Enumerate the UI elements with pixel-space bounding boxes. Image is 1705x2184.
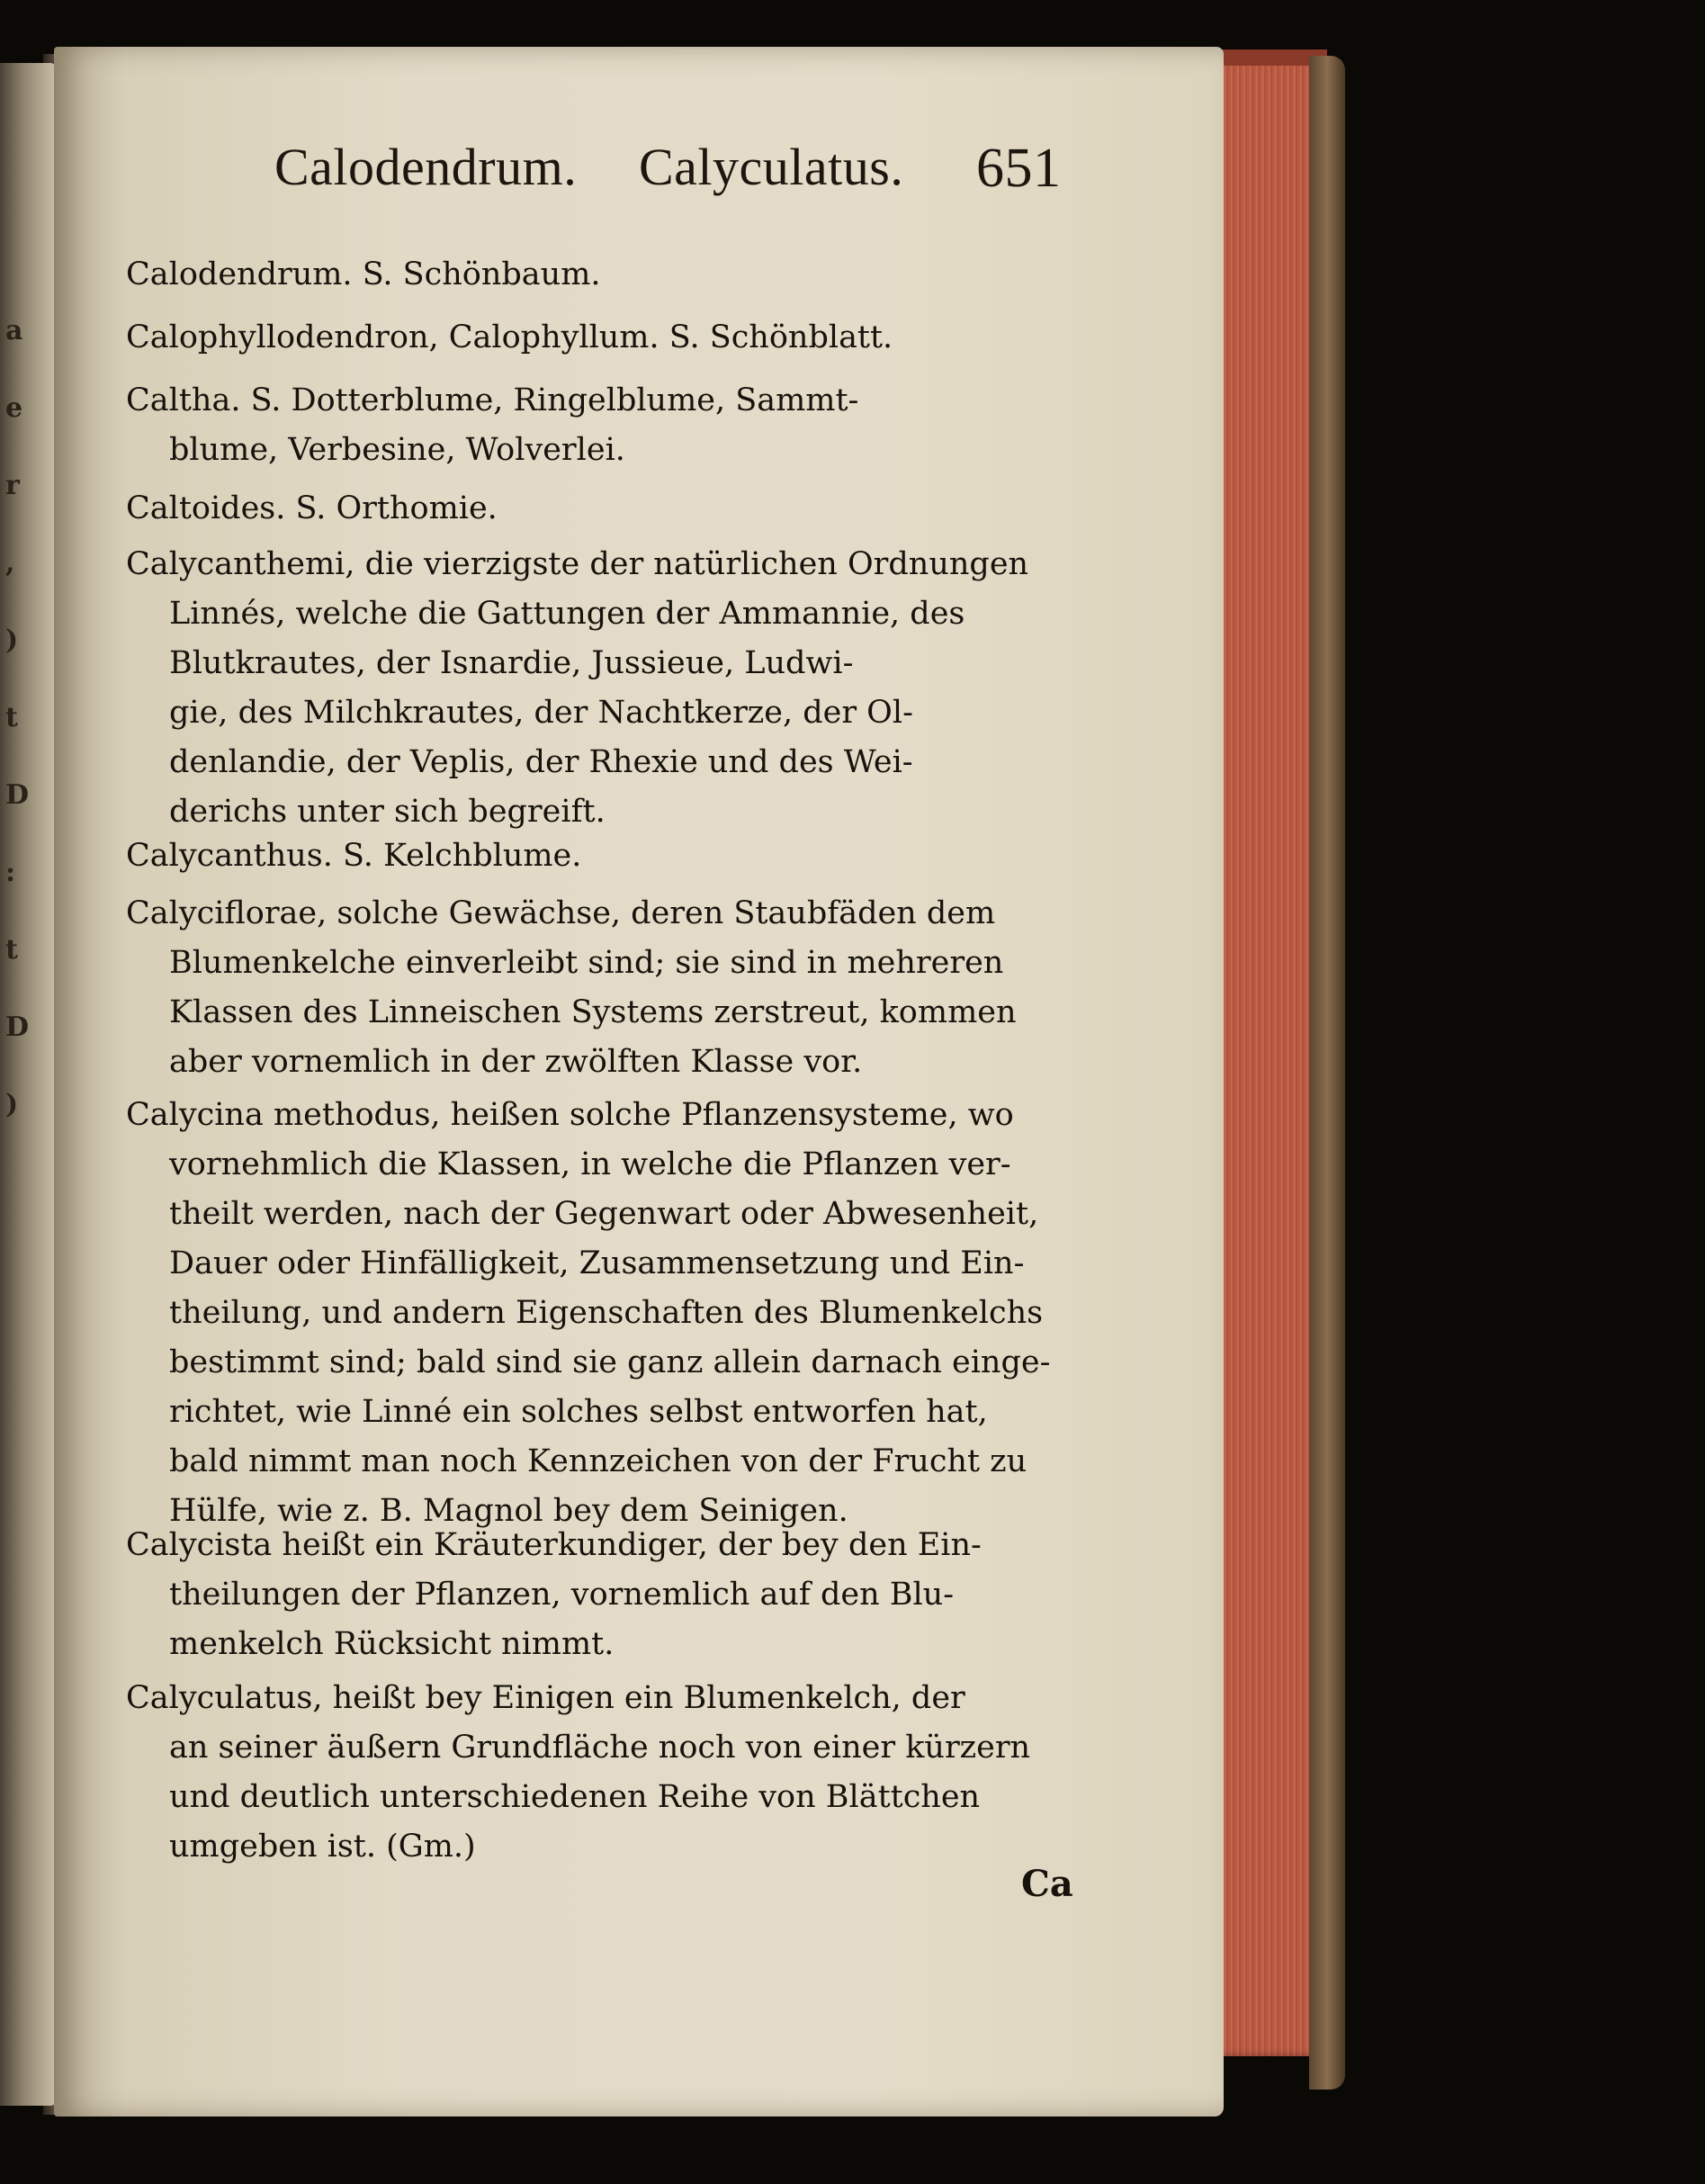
entry-calycina-methodus [126,1091,1089,1536]
entry-line: denlandie, der Veplis, der Rhexie und des Wei- [169,744,913,780]
entry-line: Calodendrum. S. Schönbaum. [126,256,601,292]
entry-line: Linnés, welche die Gattungen der Ammannie, des [169,596,965,632]
entry-line: Calyciflorae, solche Gewächse, deren Staubfäden dem [126,895,996,931]
entry-line: bald nimmt man noch Kennzeichen von der Frucht zu [169,1443,1027,1479]
entry-line: Calycanthemi, die vierzigste der natürlichen Ordnungen [126,546,1029,582]
entry-line: Caltoides. S. Orthomie. [126,490,498,526]
running-head [274,137,1084,209]
entry-line: Calycista heißt ein Kräuterkundiger, der bey den Ein- [126,1527,982,1563]
entry-calycista [126,1521,1089,1669]
entry-calycanthus [126,831,1089,881]
entry-line: Klassen des Linneischen Systems zerstreut, kommen [169,994,1017,1030]
book-cover-board [1309,56,1345,2090]
entry-line: richtet, wie Linné ein solches selbst entworfen hat, [169,1394,988,1430]
entry-line: umgeben ist. (Gm.) [169,1829,476,1865]
entry-line: und deutlich unterschiedenen Reihe von Blättchen [169,1779,981,1815]
entry-line: Calyculatus, heißt bey Einigen ein Blumenkelch, der [126,1680,965,1716]
page-number: 651 [976,138,1062,199]
entry-line: Hülfe, wie z. B. Magnol bey dem Seinigen. [169,1493,848,1529]
entry-calophyllodendron [126,313,1089,363]
entry-line: Dauer oder Hinfälligkeit, Zusammensetzung und Ein- [169,1245,1025,1281]
entry-line: menkelch Rücksicht nimmt. [169,1626,615,1662]
entry-line: Calophyllodendron, Calophyllum. S. Schönblatt. [126,319,893,355]
entry-line: derichs unter sich begreift. [169,794,606,830]
entry-line: theilung, und andern Eigenschaften des Blumenkelchs [169,1295,1044,1331]
entry-caltha [126,376,1089,475]
entry-calycanthemi [126,540,1089,837]
entry-line: gie, des Milchkrautes, der Nachtkerze, der Ol- [169,695,913,731]
entry-calodendrum [126,250,1089,300]
entry-line: an seiner äußern Grundfläche noch von einer kürzern [169,1730,1031,1766]
entry-calyculatus [126,1674,1089,1872]
entry-line: blume, Verbesine, Wolverlei. [169,432,625,468]
running-head-left: Calodendrum. [274,138,578,196]
entry-caltoides [126,484,1089,534]
entry-line: aber vornemlich in der zwölften Klasse vor. [169,1044,863,1080]
entry-line: vornehmlich die Klassen, in welche die Pflanzen ver- [169,1146,1011,1182]
entry-calyciflorae [126,889,1089,1087]
entry-line: bestimmt sind; bald sind sie ganz allein darnach einge- [169,1344,1051,1380]
entry-line: Calycanthus. S. Kelchblume. [126,838,582,874]
entry-line: Blutkrautes, der Isnardie, Jussieue, Ludwi- [169,645,854,681]
entry-line: theilt werden, nach der Gegenwart oder Abwesenheit, [169,1196,1039,1232]
left-page-margin-letters: a e r , ) t D : t D ) [5,315,30,1120]
entry-line: Blumenkelche einverleibt sind; sie sind in mehreren [169,945,1004,981]
left-page-edge [0,63,56,2106]
entry-line: Caltha. S. Dotterblume, Ringelblume, Sammt- [126,382,859,418]
entry-line: theilungen der Pflanzen, vornemlich auf den Blu- [169,1577,955,1613]
catchword: Ca [1021,1863,1073,1905]
running-head-middle: Calyculatus. [639,138,904,196]
entry-line: Calycina methodus, heißen solche Pflanzensysteme, wo [126,1097,1014,1133]
